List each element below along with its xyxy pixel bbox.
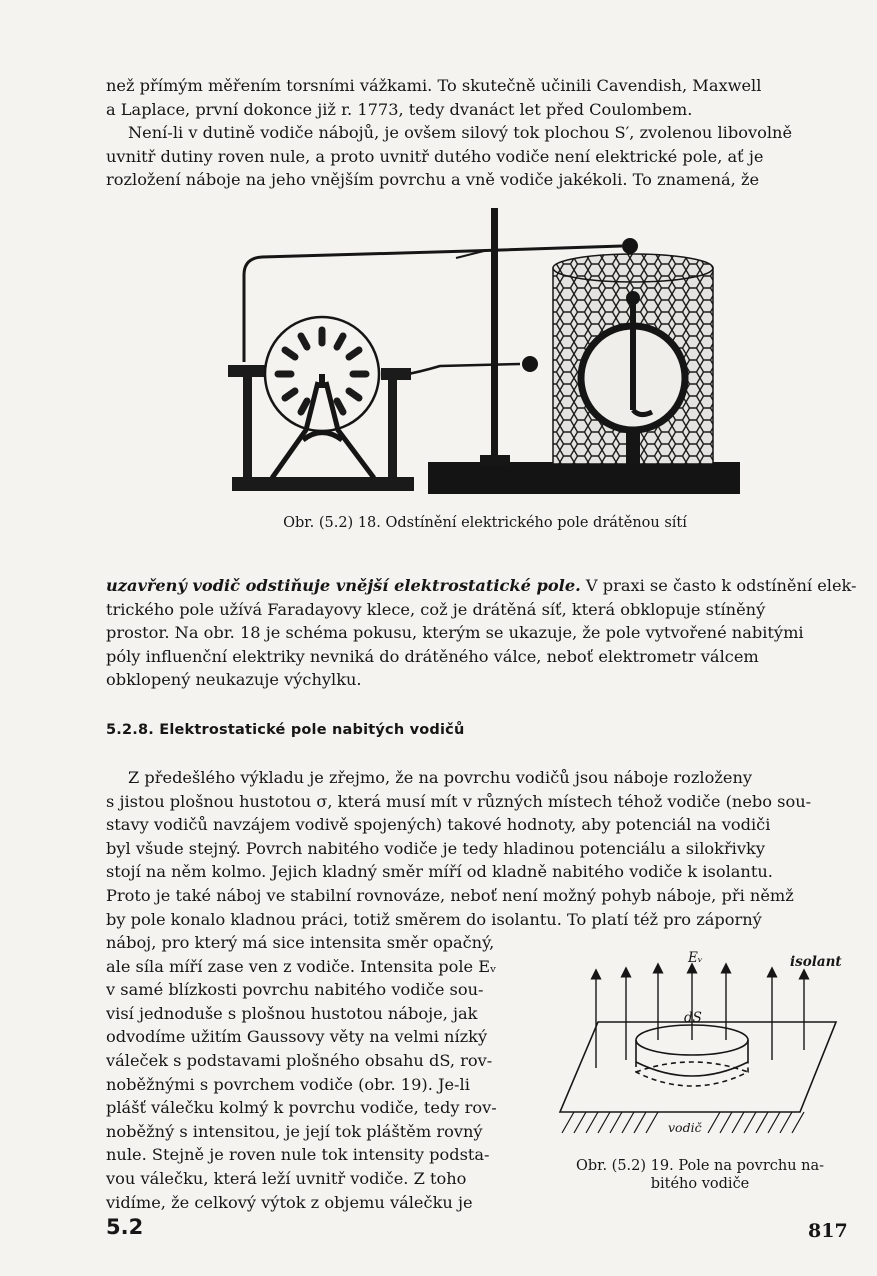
text-line: vidíme, že celkový výtok z objemu válečku je <box>106 1192 473 1212</box>
paragraph-4-narrow <box>106 931 530 1214</box>
electrophorus-base <box>232 477 414 491</box>
text-line: ale síla míří zase ven z vodiče. Intensita pole Eᵥ <box>106 956 497 976</box>
label-area: dS <box>684 1010 702 1026</box>
text-line: stojí na něm kolmo. Jejich kladný směr míří od kladně nabitého vodiče k isolantu. <box>106 862 773 882</box>
electrometer <box>581 326 685 430</box>
text-line: Proto je také náboj ve stabilní rovnováze, neboť není možný pohyb náboje, při němž <box>106 885 794 905</box>
text-line: trického pole užívá Faradayovy klece, což je drátěná síť, která obklopuje stíněný <box>106 599 766 619</box>
caption-line: bitého vodiče <box>650 1176 750 1192</box>
text-line: vou válečku, která leží uvnitř vodiče. Z toho <box>106 1168 467 1188</box>
paragraph-3 <box>106 574 857 692</box>
text-line: v samé blízkosti povrchu nabitého vodiče sou- <box>106 980 484 1000</box>
text-line: póly influenční elektriky nevniká do drátěného válce, neboť elektrometr válcem <box>106 646 759 666</box>
influence-disk <box>265 317 379 431</box>
text-line: než přímým měřením torsními vážkami. To skutečně učinili Cavendish, Maxwell <box>106 76 762 95</box>
conductor-surface <box>560 1022 836 1112</box>
text-line: Z předešlého výkladu je zřejmo, že na povrchu vodičů jsou náboje rozloženy <box>128 768 753 787</box>
lower-sphere <box>522 356 538 372</box>
text-line: a Laplace, první dokonce již r. 1773, tedy dvanáct let před Coulombem. <box>106 99 693 119</box>
text-line: prostor. Na obr. 18 je schéma pokusu, kterým se ukazuje, že pole vytvořené nabitými <box>106 623 804 643</box>
page-number: 817 <box>808 1220 848 1242</box>
cage-base <box>428 462 740 494</box>
upper-wire <box>244 246 622 362</box>
text-line: váleček s podstavami plošného obsahu dS, rov- <box>106 1050 493 1070</box>
text-line: by pole konalo kladnou práci, totiž směrem do isolantu. To platí též pro záporný <box>106 909 762 929</box>
label-conductor: vodič <box>668 1120 702 1135</box>
text-line: noběžnými s povrchem vodiče (obr. 19). Je-li <box>106 1074 470 1094</box>
text-line <box>106 574 857 598</box>
text-line: nule. Stejně je roven nule tok intensity podsta- <box>106 1145 490 1165</box>
figure-18-caption: Obr. (5.2) 18. Odstínění elektrického pole drátěnou sítí <box>283 515 687 531</box>
faraday-cage <box>553 268 713 464</box>
label-isolant: isolant <box>790 954 842 970</box>
left-post <box>243 365 252 477</box>
text-line: plášť válečku kolmý k povrchu vodiče, tedy rov- <box>106 1098 497 1118</box>
text-line: s jistou plošnou hustotou σ, která musí mít v různých místech téhož vodiče (nebo sou- <box>106 791 812 811</box>
text-line: rozložení náboje na jeho vnějším povrchu a vně vodiče jakékoli. To znamená, že <box>106 170 760 190</box>
text-line: náboj, pro který má sice intensita směr opačný, <box>106 933 495 952</box>
paragraph-4 <box>106 766 854 931</box>
upper-sphere <box>622 238 638 254</box>
text-line: uvnitř dutiny roven nule, a proto uvnitř dutého vodiče není elektrické pole, ať je <box>106 146 764 166</box>
text-line: visí jednoduše s plošnou hustotou náboje, jak <box>106 1003 478 1023</box>
paragraph-1 <box>106 74 854 121</box>
section-heading: 5.2.8. Elektrostatické pole nabitých vodičů <box>106 722 465 738</box>
emphasis-text: uzavřený vodič odstiňuje vnější elektrostatické pole. <box>106 576 581 595</box>
text-line: obklopený neukazuje výchylku. <box>106 670 362 690</box>
footer-section: 5.2 <box>106 1215 144 1239</box>
figure-19-caption <box>550 1157 850 1193</box>
lower-wire <box>398 364 520 376</box>
text-fragment: V praxi se často k odstínění elek- <box>580 576 857 595</box>
gauss-cylinder <box>636 1025 748 1086</box>
text-line: byl všude stejný. Povrch nabitého vodiče je tedy hladinou potenciálu a silokřivky <box>106 838 765 858</box>
text-line: Není-li v dutině vodiče nábojů, je ovšem silový tok plochou S′, zvolenou libovolně <box>128 123 793 142</box>
caption-line: Obr. (5.2) 19. Pole na povrchu na- <box>575 1158 825 1174</box>
text-line: odvodíme užitím Gaussovy věty na velmi nízký <box>106 1027 488 1047</box>
label-field-intensity: Eᵥ <box>688 950 703 966</box>
disk-sectors <box>278 330 366 412</box>
text-line: stavy vodičů navzájem vodivě spojených) takové hodnoty, aby potenciál na vodiči <box>106 815 771 835</box>
vertical-stand <box>491 208 498 466</box>
right-post <box>388 370 397 477</box>
text-line: noběžný s intensitou, je její tok pláštěm rovný <box>106 1121 483 1141</box>
paragraph-2 <box>106 121 854 192</box>
